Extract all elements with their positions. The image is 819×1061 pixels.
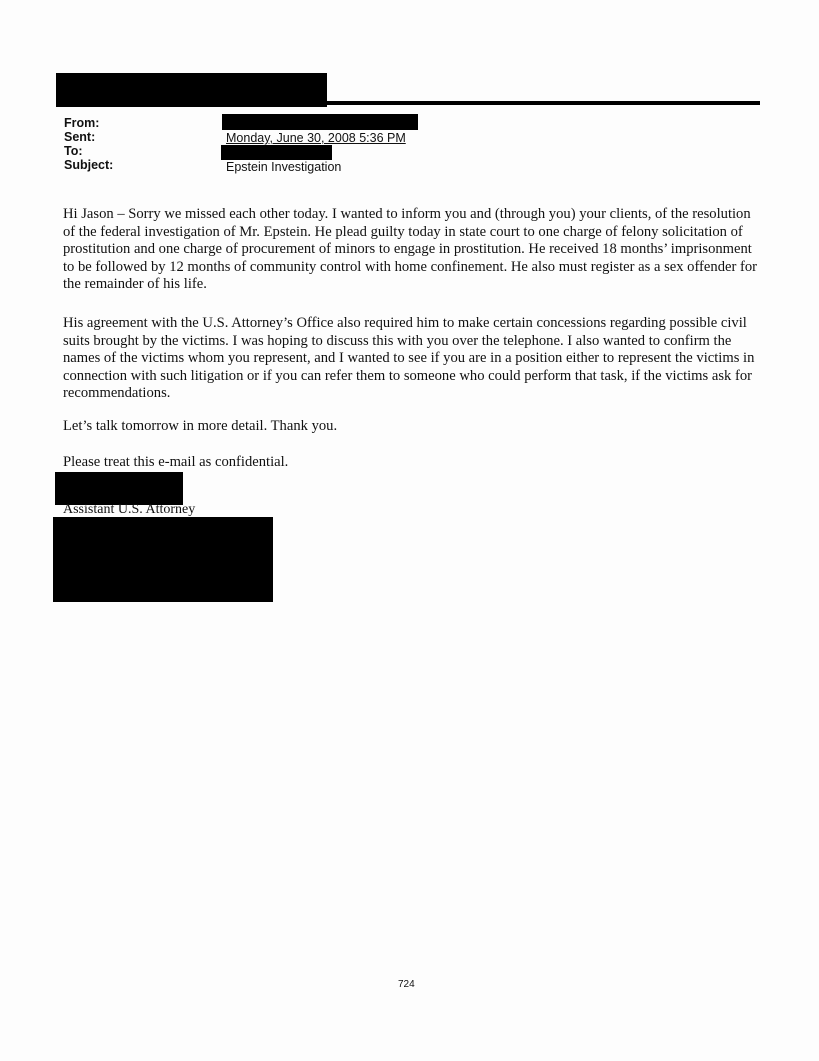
from-label: From:: [64, 116, 100, 130]
subject-label: Subject:: [64, 158, 114, 172]
redaction-signature-name: [55, 472, 183, 505]
body-paragraph-4: Please treat this e-mail as confidential.: [63, 454, 289, 470]
body-paragraph-1: Hi Jason – Sorry we missed each other today. I wanted to inform you and (through you) your clients, of the resolution of the federal investigation of Mr. Epstein. He plead guilty today in state court to one charge of felony solicitation of prostitution and one charge of procurement of minors to engage in prostitution. He received 18 months’ imprisonment to be followed by 12 months of community control with home confinement. He also must register as a sex offender for the remainder of his life.: [63, 206, 757, 293]
redaction-signature-block: [53, 517, 273, 602]
header-rule: [56, 101, 760, 105]
sent-label: Sent:: [64, 130, 96, 144]
body-paragraph-2: His agreement with the U.S. Attorney’s Office also required him to make certain concessions regarding possible civil suits brought by the victims. I was hoping to discuss this with you over the telephone. I also wanted to confirm the names of the victims whom you represent, and I wanted to see if you are in a position either to represent the victims in connection with such litigation or if you can refer them to someone who could perform that task, if the victims ask for recommendations.: [63, 315, 755, 402]
subject-value: Epstein Investigation: [226, 160, 342, 174]
sent-value: Monday, June 30, 2008 5:36 PM: [226, 131, 406, 145]
page-number: 724: [398, 979, 415, 990]
redaction-to-value: [221, 145, 332, 160]
to-label: To:: [64, 144, 83, 158]
redaction-from-value: [222, 114, 418, 130]
body-paragraph-3: Let’s talk tomorrow in more detail. Thank you.: [63, 418, 338, 434]
signature-title: Assistant U.S. Attorney: [63, 502, 196, 517]
